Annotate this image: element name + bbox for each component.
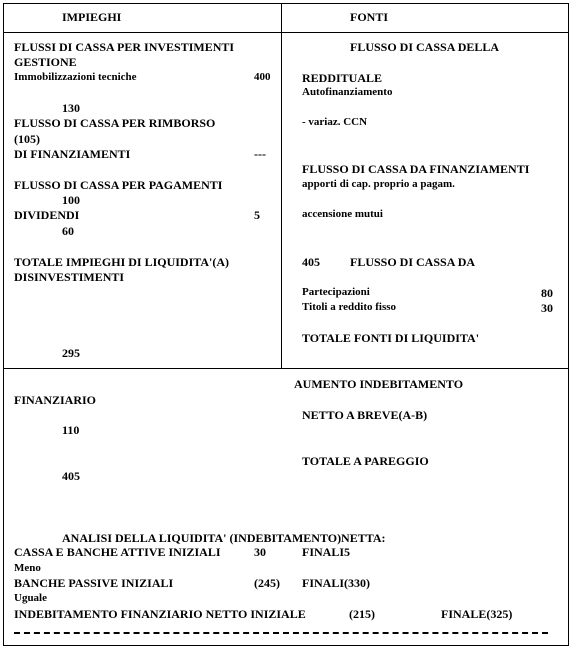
right-line-11: TOTALE FONTI DI LIQUIDITA'	[302, 331, 480, 345]
header-divider	[3, 32, 569, 33]
left-line-4: 130	[62, 101, 80, 115]
left-line-10-value: 5	[254, 208, 260, 222]
left-line-2: GESTIONE	[14, 55, 77, 69]
left-line-7-value: ---	[254, 147, 266, 161]
bottom-line-3: NETTO A BREVE(A-B)	[302, 408, 428, 422]
left-line-1: FLUSSI DI CASSA PER INVESTIMENTI	[14, 40, 235, 54]
bottom-line-8-final: FINALI5	[302, 545, 351, 559]
bottom-line-8-value: 30	[254, 545, 266, 559]
right-line-8-value: 405	[302, 255, 320, 269]
left-line-10: DIVIDENDI	[14, 208, 80, 222]
right-line-1: FLUSSO DI CASSA DELLA	[350, 40, 500, 54]
left-line-3-value: 400	[254, 71, 271, 83]
left-line-14: 295	[62, 346, 80, 360]
bottom-line-12-final: FINALE(325)	[441, 607, 513, 621]
right-line-2: REDDITUALE	[302, 71, 383, 85]
right-line-10-value: 30	[541, 301, 553, 315]
left-line-3: Immobilizzazioni tecniche	[14, 71, 137, 83]
bottom-line-10-final: FINALI(330)	[302, 576, 370, 590]
bottom-line-8: CASSA E BANCHE ATTIVE INIZIALI	[14, 545, 221, 559]
section-divider	[3, 368, 569, 369]
bottom-line-4: 110	[62, 423, 80, 437]
bottom-line-5: TOTALE A PAREGGIO	[302, 454, 429, 468]
cut-off-text-line	[14, 632, 548, 634]
right-line-9: Partecipazioni	[302, 286, 370, 298]
left-line-5: FLUSSO DI CASSA PER RIMBORSO	[14, 116, 216, 130]
bottom-line-11: Uguale	[14, 592, 47, 604]
right-line-7: accensione mutui	[302, 208, 383, 220]
right-line-9-value: 80	[541, 286, 553, 300]
bottom-line-2: FINANZIARIO	[14, 393, 97, 407]
right-line-8: FLUSSO DI CASSA DA	[350, 255, 476, 269]
header-impieghi: IMPIEGHI	[62, 10, 122, 24]
bottom-line-7: ANALISI DELLA LIQUIDITA' (INDEBITAMENTO)NETTA:	[62, 531, 386, 545]
bottom-line-10-value: (245)	[254, 576, 280, 590]
bottom-line-1: AUMENTO INDEBITAMENTO	[294, 377, 464, 391]
left-line-12: TOTALE IMPIEGHI DI LIQUIDITA'(A)	[14, 255, 230, 269]
bottom-line-9: Meno	[14, 562, 41, 574]
right-line-4: - variaz. CCN	[302, 116, 368, 128]
bottom-line-6: 405	[62, 469, 80, 483]
right-line-5: FLUSSO DI CASSA DA FINANZIAMENTI	[302, 162, 530, 176]
bottom-line-10: BANCHE PASSIVE INIZIALI	[14, 576, 174, 590]
right-line-6: apporti di cap. proprio a pagam.	[302, 178, 455, 190]
right-line-10: Titoli a reddito fisso	[302, 301, 397, 313]
left-line-7: DI FINANZIAMENTI	[14, 147, 131, 161]
left-line-6: (105)	[14, 132, 40, 146]
right-line-3: Autofinanziamento	[302, 86, 393, 98]
bottom-line-12-value: (215)	[349, 607, 375, 621]
left-line-13: DISINVESTIMENTI	[14, 270, 125, 284]
header-fonti: FONTI	[350, 10, 389, 24]
left-line-8: FLUSSO DI CASSA PER PAGAMENTI	[14, 178, 223, 192]
bottom-line-12: INDEBITAMENTO FINANZIARIO NETTO INIZIALE	[14, 607, 306, 621]
left-line-11: 60	[62, 224, 74, 238]
left-line-9: 100	[62, 193, 80, 207]
column-divider	[281, 3, 282, 369]
